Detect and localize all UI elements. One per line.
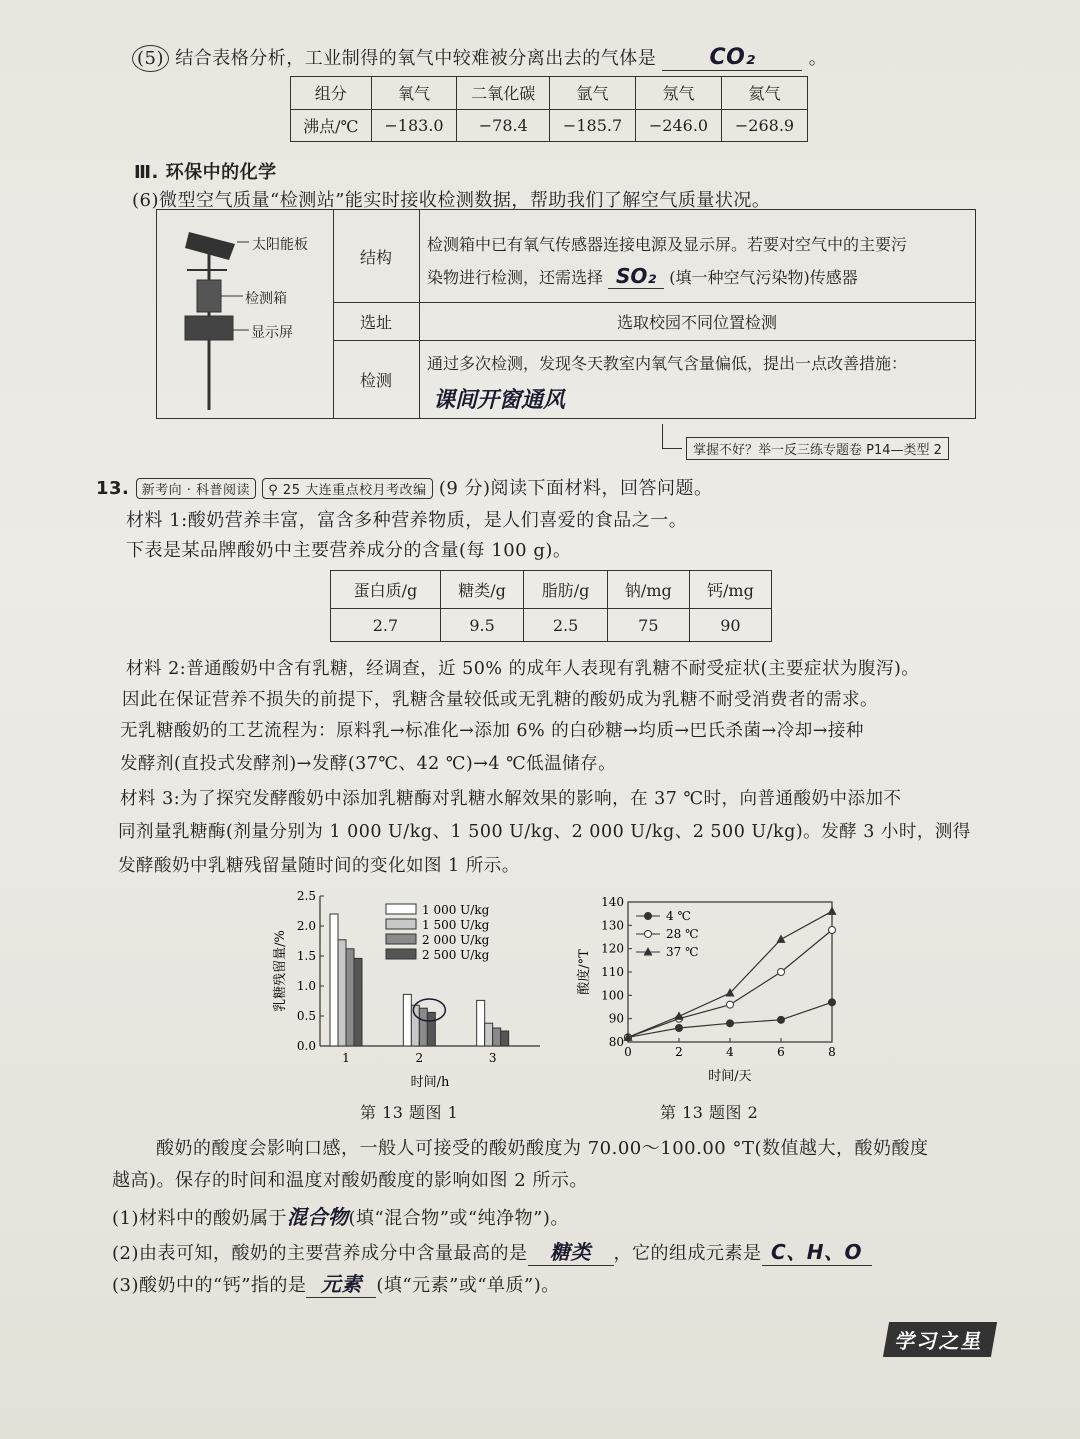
- y-tick-label: 100: [601, 988, 624, 1003]
- data-point: [727, 1020, 734, 1027]
- legend-label: 37 ℃: [666, 945, 699, 959]
- table-cell: 75: [607, 609, 689, 642]
- table-header-cell: 氧气: [371, 77, 457, 110]
- q5-text: 结合表格分析，工业制得的氧气中较难被分离出去的气体是: [175, 48, 657, 69]
- legend-swatch: [386, 904, 416, 914]
- y-tick-label: 1.5: [296, 949, 316, 963]
- x-tick-label: 8: [828, 1045, 836, 1059]
- table-cell: 沸点/℃: [291, 109, 372, 142]
- m1b-text: 下表是某品牌酸奶中主要营养成分的含量(每 100 g)。: [126, 540, 572, 561]
- data-point: [778, 1016, 785, 1023]
- m3-line1: 材料 3:为了探究发酵酸奶中添加乳糖酶对乳糖水解效果的影响，在 37 ℃时，向普通酸奶中添加不: [120, 789, 902, 809]
- sub-q2-answer: 糖类: [528, 1236, 614, 1266]
- sub-q3-answer: 元素: [306, 1268, 376, 1298]
- hint-connector-h: [662, 448, 682, 449]
- row-name-column: [333, 210, 420, 418]
- m2-line4: 发酵剂(直投式发酵剂)→发酵(37℃、42 ℃)→4 ℃低温储存。: [120, 754, 617, 774]
- nutrient-table: [330, 570, 772, 642]
- bar: [485, 1023, 493, 1046]
- structure-line2: [427, 264, 858, 289]
- data-point: [828, 906, 837, 915]
- structure-text1: 检测箱中已有氧气传感器连接电源及显示屏。若要对空气中的主要污: [427, 235, 908, 254]
- structure-text3: (填一种空气污染物)传感器: [669, 268, 858, 287]
- legend-marker: [645, 913, 652, 920]
- structure-answer: SO₂: [608, 264, 664, 289]
- sub-q2-text: (2)由表可知，酸奶的主要营养成分中含量最高的是: [112, 1243, 528, 1264]
- sub-q1-answer: 混合物: [287, 1205, 349, 1229]
- q5-answer: CO₂: [662, 45, 802, 71]
- sub-q3-hint: (填“元素”或“单质”)。: [376, 1275, 560, 1296]
- acidity-text1: 酸奶的酸度会影响口感，一般人可接受的酸奶酸度为 70.00～100.00 °T(数值越大，酸奶酸度: [156, 1138, 929, 1159]
- legend-label: 1 000 U/kg: [422, 903, 490, 917]
- table-row: [331, 571, 772, 609]
- sub-q3: [112, 1268, 560, 1298]
- x-axis-label: 时间/h: [410, 1075, 450, 1090]
- y-tick-label: 80: [608, 1035, 624, 1049]
- x-axis-label: 时间/天: [708, 1069, 752, 1084]
- table-cell: 9.5: [440, 609, 523, 642]
- row-name-site: 选址: [333, 302, 419, 341]
- test-answer: 课间开窗通风: [433, 388, 566, 413]
- label-display: 显示屏: [251, 325, 293, 341]
- y-axis-label: 酸度/°T: [577, 949, 592, 995]
- bar: [354, 958, 362, 1046]
- boiling-point-table: [290, 76, 808, 142]
- table-header-cell: 氩气: [550, 77, 636, 110]
- m3-line3: 发酵酸奶中乳糖残留量随时间的变化如图 1 所示。: [118, 856, 520, 876]
- row-name-test: 检测: [359, 371, 392, 390]
- legend-label: 4 ℃: [666, 909, 691, 923]
- m1-text: 材料 1:酸奶营养丰富，富含多种营养物质，是人们喜爱的食品之一。: [126, 510, 688, 531]
- q13-tag-source: [262, 478, 432, 499]
- label-detection-box: 检测箱: [245, 291, 287, 307]
- data-point: [676, 1025, 683, 1032]
- table-header-cell: 氦气: [721, 77, 807, 110]
- table-header-cell: 蛋白质/g: [331, 571, 441, 609]
- x-tick-label: 6: [777, 1045, 785, 1059]
- figure2-line-chart: [574, 886, 844, 1092]
- test-text: 通过多次检测，发现冬天教室内氧气含量偏低，提出一点改善措施：: [427, 354, 908, 373]
- table-cell: 2.7: [331, 609, 441, 642]
- x-tick-label: 2: [415, 1051, 424, 1065]
- table-header-cell: 氖气: [636, 77, 722, 110]
- y-tick-label: 0.5: [296, 1009, 316, 1023]
- data-point: [829, 999, 836, 1006]
- q13-intro: (9 分)阅读下面材料，回答问题。: [438, 478, 713, 499]
- y-axis-label: 乳糖残留量/%: [273, 930, 288, 1012]
- y-tick-label: 90: [608, 1011, 624, 1026]
- data-point: [777, 934, 786, 943]
- sub-q2-answer2: C、H、O: [762, 1236, 872, 1266]
- table-header-cell: 钙/mg: [689, 571, 771, 609]
- series-line: [628, 911, 832, 1037]
- acidity-text2: 越高)。保存的时间和温度对酸奶酸度的影响如图 2 所示。: [112, 1170, 588, 1191]
- legend-label: 2 000 U/kg: [422, 933, 490, 947]
- table-header-cell: 二氧化碳: [457, 77, 550, 110]
- row-structure: [419, 210, 975, 303]
- table-cell: −183.0: [371, 109, 457, 142]
- q5-line: [132, 44, 827, 71]
- label-solar-panel: 太阳能板: [252, 237, 308, 253]
- data-point: [675, 1011, 684, 1020]
- table-cell: −246.0: [636, 109, 722, 142]
- legend-swatch: [386, 949, 416, 959]
- row-name-structure: 结构: [333, 210, 419, 303]
- row-site: 选取校园不同位置检测: [419, 302, 975, 341]
- bar: [419, 1008, 427, 1046]
- table-row: [291, 77, 808, 110]
- x-tick-label: 2: [675, 1045, 683, 1059]
- q13-tag-new: 新考向 · 科普阅读: [136, 478, 256, 499]
- y-tick-label: 140: [601, 895, 624, 909]
- legend-label: 1 500 U/kg: [422, 918, 490, 932]
- table-header-cell: 组分: [291, 77, 372, 110]
- station-illustration: [157, 210, 334, 418]
- bar: [501, 1031, 509, 1046]
- legend-swatch: [386, 934, 416, 944]
- bar: [338, 940, 346, 1046]
- table-header-cell: 糖类/g: [440, 571, 523, 609]
- x-tick-label: 1: [342, 1051, 350, 1065]
- m2-line2: 因此在保证营养不损失的前提下，乳糖含量较低或无乳糖的酸奶成为乳糖不耐受消费者的需求。: [122, 690, 878, 710]
- m2-line1: 材料 2:普通酸奶中含有乳糖，经调查，近 50% 的成年人表现有乳糖不耐受症状(主要症状为腹泻)。: [126, 659, 920, 679]
- station-table: [156, 209, 976, 419]
- structure-text2: 染物进行检测，还需选择: [427, 268, 604, 287]
- figure1-bar-chart: [262, 884, 552, 1094]
- sub-q1-text: (1)材料中的酸奶属于: [112, 1208, 287, 1229]
- bar: [411, 1005, 419, 1046]
- y-tick-label: 2.0: [296, 919, 316, 933]
- bar: [403, 994, 411, 1046]
- sub-q3-text: (3)酸奶中的“钙”指的是: [112, 1275, 307, 1296]
- legend-swatch: [386, 919, 416, 929]
- publisher-logo: 学习之星: [883, 1322, 997, 1357]
- data-point: [829, 927, 836, 934]
- bar: [427, 1012, 435, 1046]
- row-test: [419, 341, 975, 418]
- q6-text: (6)微型空气质量“检测站”能实时接收检测数据，帮助我们了解空气质量状况。: [132, 190, 771, 211]
- bar: [493, 1028, 501, 1046]
- fig1-caption: 第 13 题图 1: [360, 1103, 459, 1122]
- legend-marker: [645, 931, 652, 938]
- legend-label: 28 ℃: [666, 927, 699, 941]
- data-point: [727, 1001, 734, 1008]
- y-tick-label: 120: [601, 941, 624, 956]
- m2-line3: 无乳糖酸奶的工艺流程为：原料乳→标准化→添加 6% 的白砂糖→均质→巴氏杀菌→冷却→接种: [120, 721, 864, 741]
- data-point: [778, 969, 785, 976]
- y-tick-label: 1.0: [296, 979, 316, 993]
- x-tick-label: 4: [726, 1045, 734, 1059]
- table-cell: 2.5: [524, 609, 607, 642]
- sub-q1: [112, 1201, 569, 1230]
- location-pin-icon: ⚲: [268, 483, 283, 498]
- bar: [330, 914, 338, 1046]
- x-tick-label: 3: [488, 1051, 497, 1065]
- bar: [477, 1000, 485, 1046]
- table-cell: 90: [689, 609, 771, 642]
- table-header-cell: 钠/mg: [607, 571, 689, 609]
- table-cell: −185.7: [550, 109, 636, 142]
- table-header-cell: 脂肪/g: [524, 571, 607, 609]
- y-tick-label: 2.5: [296, 889, 316, 903]
- hint-connector: [662, 424, 663, 448]
- q13-header: [96, 474, 713, 500]
- q5-end: 。: [808, 48, 828, 69]
- sub-q1-hint: (填“混合物”或“纯净物”)。: [348, 1208, 569, 1229]
- y-tick-label: 0.0: [296, 1039, 316, 1053]
- table-row: [331, 609, 772, 642]
- sub-q2: [112, 1236, 872, 1266]
- y-tick-label: 110: [601, 965, 624, 979]
- table-row: [291, 109, 808, 142]
- legend-label: 2 500 U/kg: [422, 948, 490, 962]
- q13-number: 13.: [96, 478, 130, 499]
- hint-box: 掌握不好？举一反三练专题卷 P14—类型 2: [686, 437, 949, 460]
- y-tick-label: 130: [601, 918, 624, 933]
- table-cell: −78.4: [457, 109, 550, 142]
- fig2-caption: 第 13 题图 2: [660, 1103, 759, 1122]
- table-cell: −268.9: [721, 109, 807, 142]
- section-heading: Ⅲ. 环保中的化学: [134, 162, 277, 183]
- x-tick-label: 0: [624, 1045, 632, 1059]
- m3-line2: 同剂量乳糖酶(剂量分别为 1 000 U/kg、1 500 U/kg、2 000 U/kg、2 500 U/kg)。发酵 3 小时，测得: [118, 822, 971, 842]
- q13-source-text: 25 大连重点校月考改编: [282, 483, 427, 498]
- q5-number: (5): [132, 45, 169, 72]
- legend-marker: [644, 947, 653, 956]
- bar: [346, 949, 354, 1046]
- sub-q2-text2: ，它的组成元素是: [613, 1243, 762, 1264]
